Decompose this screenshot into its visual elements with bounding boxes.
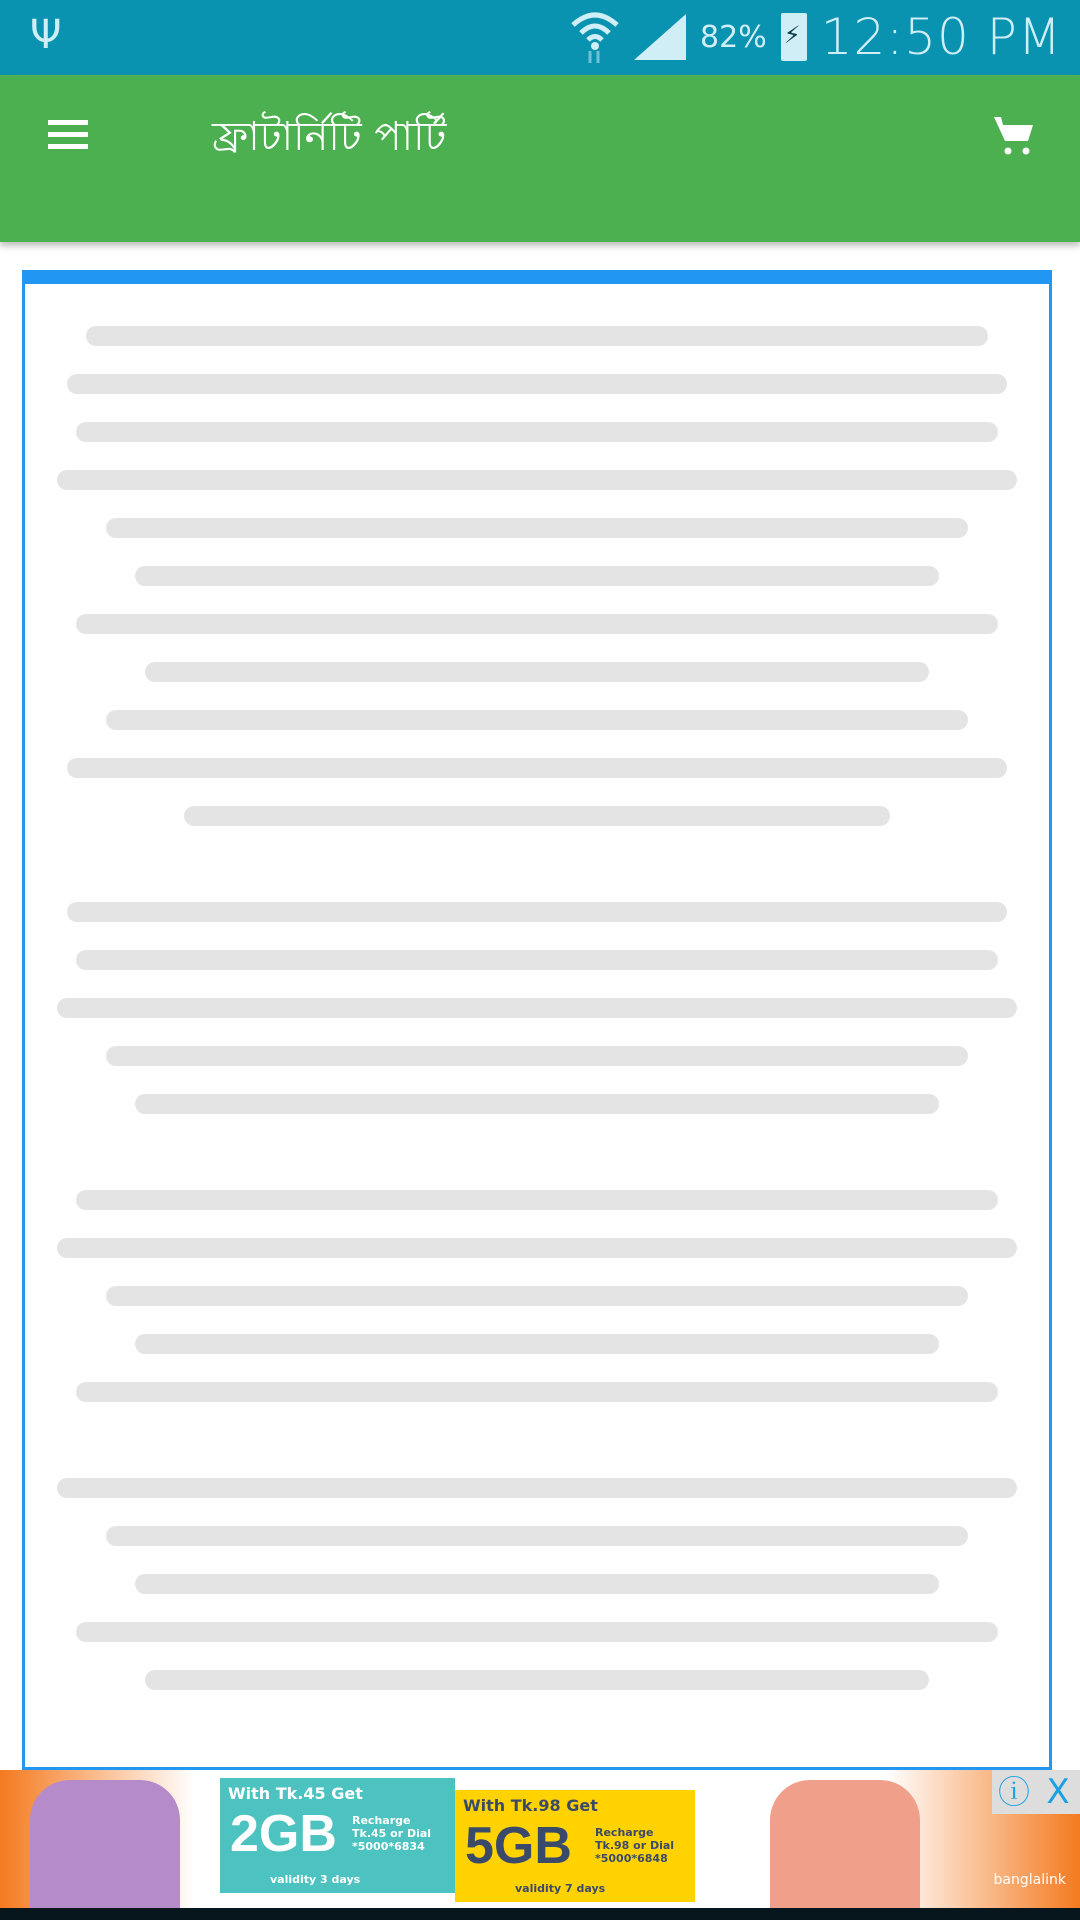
story-line-placeholder: [106, 710, 968, 730]
story-card: [22, 270, 1052, 1770]
ad-banner[interactable]: [0, 1770, 1080, 1908]
ad-offer-1-size: 2GB: [230, 1805, 337, 1863]
page-title: ফ্রাটার্নিটি পার্টি: [212, 114, 447, 160]
ad-offer-1-detail: Recharge Tk.45 or Dial *5000*6834: [352, 1814, 432, 1853]
ad-offer-2-size: 5GB: [465, 1817, 572, 1875]
ad-offer-2: [455, 1790, 695, 1902]
battery-percent: 82%: [700, 19, 767, 55]
story-line-placeholder: [145, 1670, 929, 1690]
status-bar: [0, 0, 1080, 75]
ad-offer-1-validity: validity 3 days: [270, 1873, 361, 1886]
ad-person-right: [770, 1780, 920, 1908]
clock: 12:50 PM: [820, 8, 1062, 66]
story-line-placeholder: [135, 566, 939, 586]
story-line-placeholder: [145, 662, 929, 682]
battery-charging-icon: [781, 13, 807, 61]
signal-icon: [634, 14, 686, 60]
ad-offer-1: [220, 1778, 455, 1893]
story-line-placeholder: [135, 1334, 939, 1354]
story-text: [25, 284, 1049, 1704]
story-line-placeholder: [106, 1286, 968, 1306]
navigation-bar: [0, 1908, 1080, 1920]
story-paragraph: [25, 1416, 1049, 1704]
ad-offer-2-validity: validity 7 days: [515, 1882, 606, 1895]
story-line-placeholder: [76, 950, 997, 970]
story-line-placeholder: [57, 470, 1017, 490]
story-line-placeholder: [76, 422, 997, 442]
story-paragraph: [25, 1128, 1049, 1416]
story-line-placeholder: [57, 998, 1017, 1018]
story-line-placeholder: [67, 758, 1008, 778]
story-line-placeholder: [57, 1238, 1017, 1258]
story-line-placeholder: [86, 326, 988, 346]
ad-info-icon[interactable]: ⓘ: [992, 1770, 1036, 1814]
cart-icon[interactable]: [992, 113, 1036, 157]
story-line-placeholder: [76, 1190, 997, 1210]
story-line-placeholder: [106, 1526, 968, 1546]
story-line-placeholder: [57, 1478, 1017, 1498]
ad-brand: banglalink: [993, 1872, 1066, 1888]
usb-icon: Ψ: [30, 12, 62, 58]
story-line-placeholder: [76, 1622, 997, 1642]
ad-close-icon[interactable]: X: [1036, 1770, 1080, 1814]
story-line-placeholder: [76, 614, 997, 634]
story-paragraph: [25, 284, 1049, 840]
story-line-placeholder: [67, 902, 1008, 922]
story-line-placeholder: [76, 1382, 997, 1402]
menu-icon[interactable]: [48, 120, 88, 150]
app-toolbar: [0, 75, 1080, 242]
story-line-placeholder: [184, 806, 890, 826]
ad-offer-2-detail: Recharge Tk.98 or Dial *5000*6848: [595, 1826, 675, 1865]
story-paragraph: [25, 840, 1049, 1128]
ad-person-left: [30, 1780, 180, 1908]
story-line-placeholder: [106, 1046, 968, 1066]
story-line-placeholder: [106, 518, 968, 538]
wifi-icon: [570, 9, 620, 65]
ad-offer-1-head: With Tk.45 Get: [228, 1784, 363, 1803]
story-line-placeholder: [67, 374, 1008, 394]
ad-offer-2-head: With Tk.98 Get: [463, 1796, 598, 1815]
story-line-placeholder: [135, 1574, 939, 1594]
story-line-placeholder: [135, 1094, 939, 1114]
